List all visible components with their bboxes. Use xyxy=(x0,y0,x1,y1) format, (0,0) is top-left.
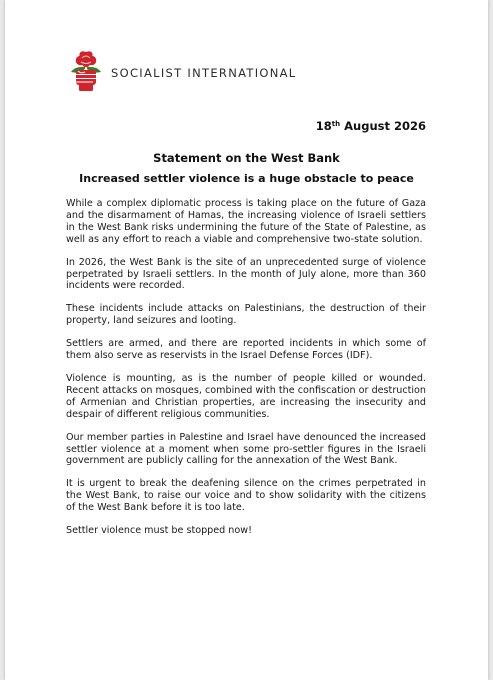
closing-paragraph: Settler violence must be stopped now! xyxy=(66,525,252,537)
date-month-year: August 2026 xyxy=(340,119,426,133)
organization-name: SOCIALIST INTERNATIONAL xyxy=(111,66,297,80)
body-paragraph: Violence is mounting, as is the number of people killed or wounded. Recent attacks on mosques, combined with the confiscation or destruction of Armenian and Christian properties, are increasing the insecurity and despair of different religious communities. xyxy=(66,372,426,420)
body-paragraph: These incidents include attacks on Palestinians, the destruction of their property, land seizures and looting. xyxy=(66,303,426,327)
date-day: 18 xyxy=(315,119,332,133)
statement-title: Statement on the West Bank xyxy=(153,151,340,165)
letterhead xyxy=(69,50,329,92)
body-paragraph: Our member parties in Palestine and Israel have denounced the increased settler violence at a moment when some pro-settler figures in the Israeli government are publicly calling for the annexation of the West Bank. xyxy=(66,431,426,467)
statement-body xyxy=(66,198,426,548)
body-paragraph: While a complex diplomatic process is taking place on the future of Gaza and the disarmament of Hamas, the increasing violence of Israeli settlers in the West Bank risks undermining the future of the State of Palestine, as well as any effort to reach a viable and comprehensive two-state solution. xyxy=(66,198,426,245)
fist-and-rose-logo-icon xyxy=(69,50,103,92)
body-paragraph: Settlers are armed, and there are reported incidents in which some of them also serve as reservists in the Israel Defense Forces (IDF). xyxy=(66,338,426,362)
document-page xyxy=(5,0,488,680)
statement-date xyxy=(316,119,426,133)
body-paragraph: In 2026, the West Bank is the site of an unprecedented surge of violence perpetrated by Israeli settlers. In the month of July alone, more than 360 incidents were recorded. xyxy=(66,256,426,292)
body-paragraph: It is urgent to break the deafening silence on the crimes perpetrated in the West Bank, to raise our voice and to show solidarity with the citizens of the West Bank before it is too late. xyxy=(66,478,426,514)
statement-subtitle: Increased settler violence is a huge obstacle to peace xyxy=(79,172,414,185)
date-suffix: th xyxy=(331,120,341,128)
